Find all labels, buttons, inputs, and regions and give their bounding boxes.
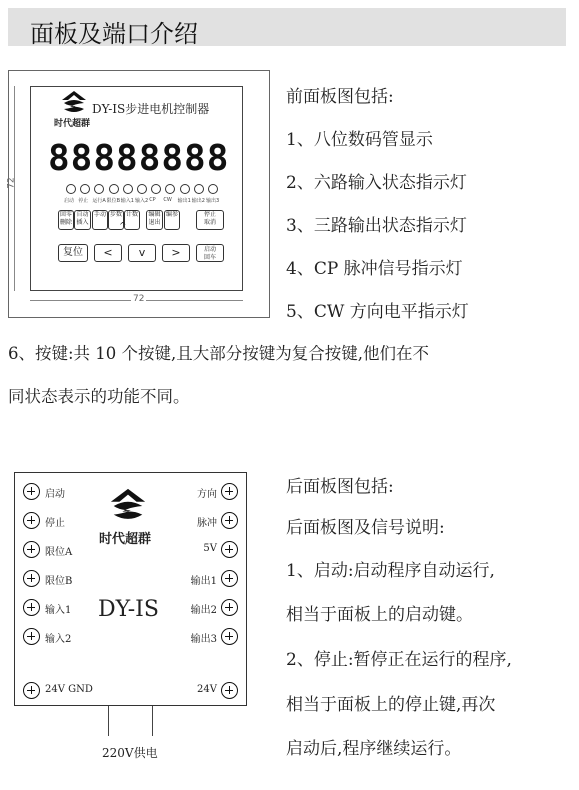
- key-top-label: 编辑: [148, 211, 161, 218]
- terminal-screw-icon: [23, 512, 40, 529]
- right-terminal-label: 方向: [197, 489, 217, 500]
- key-top-label: 计数: [125, 211, 138, 218]
- function-key[interactable]: [74, 210, 91, 230]
- seven-segment-display: 88888888: [48, 138, 230, 179]
- start-enter-key[interactable]: [196, 244, 224, 262]
- front-desc-item-5: 5、CW 方向电平指示灯: [286, 302, 469, 322]
- function-key[interactable]: [196, 210, 224, 230]
- led-label: 运行A: [92, 198, 106, 204]
- front-model-title: DY-IS步进电机控制器: [92, 102, 210, 116]
- key-bottom-label: 删除: [59, 219, 72, 226]
- rear-desc-heading: 后面板图包括:: [286, 477, 394, 497]
- terminal-screw-icon: [23, 483, 40, 500]
- section-header-band: [8, 8, 566, 46]
- right-terminal-label: 脉冲: [197, 518, 217, 529]
- right-arrow-key[interactable]: >: [162, 244, 190, 262]
- right-terminal-label: 24V: [197, 684, 217, 695]
- front-desc-item-3: 3、三路输出状态指示灯: [286, 216, 467, 236]
- right-terminal-label: 输出1: [190, 576, 217, 587]
- left-terminal-label: 启动: [45, 489, 65, 500]
- reset-key[interactable]: 复位: [58, 244, 88, 262]
- height-dimension-label: 72: [6, 177, 17, 189]
- right-terminal-label: 输出3: [190, 634, 217, 645]
- terminal-screw-icon: [221, 599, 238, 616]
- terminal-screw-icon: [23, 599, 40, 616]
- front-desc-item-2: 2、六路输入状态指示灯: [286, 173, 467, 193]
- function-key[interactable]: [146, 210, 163, 230]
- terminal-screw-icon: [221, 483, 238, 500]
- led-indicator: [137, 184, 147, 194]
- led-label: 输出3: [206, 198, 220, 204]
- led-label: 启动: [64, 198, 75, 204]
- rear-desc-line-2: 相当于面板上的启动键。: [286, 605, 473, 625]
- right-terminal-label: 5V: [203, 543, 217, 554]
- function-key[interactable]: [58, 210, 74, 230]
- terminal-screw-icon: [23, 628, 40, 645]
- key-top-label: 手动: [93, 211, 106, 218]
- led-label: CP: [149, 197, 156, 203]
- power-wire-right: [152, 706, 153, 736]
- key-bottom-label: 退出: [148, 219, 161, 226]
- start-key-label: 启动: [203, 246, 216, 253]
- led-label: 输入2: [135, 198, 149, 204]
- enter-key-label: 回车: [203, 254, 216, 261]
- led-label: 输出1: [177, 198, 191, 204]
- width-dimension-label: 72: [133, 294, 145, 304]
- front-desc-item-6-line-2: 同状态表示的功能不同。: [8, 387, 190, 406]
- front-desc-item-4: 4、CP 脉冲信号指示灯: [286, 259, 463, 279]
- rear-desc-subtitle: 后面板图及信号说明:: [286, 518, 445, 538]
- rear-brand-name: 时代超群: [99, 532, 152, 547]
- led-indicator: [109, 184, 119, 194]
- led-indicator: [194, 184, 204, 194]
- left-terminal-label: 限位B: [45, 576, 73, 587]
- led-indicator: [180, 184, 190, 194]
- section-title: 面板及端口介绍: [30, 20, 198, 48]
- terminal-screw-icon: [221, 570, 238, 587]
- brand-logo-icon: [60, 90, 88, 116]
- front-desc-item-6-line-1: 6、按键:共 10 个按键,且大部分按键为复合按键,他们在不: [8, 344, 430, 363]
- terminal-screw-icon: [23, 682, 40, 699]
- function-key[interactable]: [164, 210, 180, 230]
- left-terminal-label: 停止: [45, 518, 65, 529]
- power-supply-label: 220V供电: [102, 746, 158, 760]
- left-terminal-label: 输入1: [45, 605, 72, 616]
- led-indicator: [123, 184, 133, 194]
- key-bottom-label: 插入: [76, 219, 89, 226]
- front-desc-heading: 前面板图包括:: [286, 87, 394, 107]
- terminal-screw-icon: [221, 541, 238, 558]
- terminal-screw-icon: [23, 541, 40, 558]
- function-key[interactable]: [92, 210, 108, 230]
- rear-desc-line-3: 2、停止:暂停正在运行的程序,: [286, 650, 512, 670]
- down-arrow-key[interactable]: v: [128, 244, 156, 262]
- led-indicator: [66, 184, 76, 194]
- key-top-label: 自动: [76, 211, 89, 218]
- rear-brand-logo-icon: [108, 487, 148, 525]
- terminal-screw-icon: [221, 682, 238, 699]
- terminal-screw-icon: [221, 628, 238, 645]
- led-indicator: [208, 184, 218, 194]
- key-bottom-label: 取消: [203, 219, 216, 226]
- left-terminal-label: 限位A: [45, 547, 73, 558]
- power-wire-left: [108, 706, 109, 736]
- right-terminal-label: 输出2: [190, 605, 217, 616]
- rear-desc-line-1: 1、启动:启动程序自动运行,: [286, 561, 495, 581]
- led-label: 限位B: [106, 198, 121, 204]
- left-arrow-key[interactable]: <: [94, 244, 122, 262]
- up-arrow-icon: ^: [119, 222, 127, 232]
- led-label: 停止: [78, 198, 89, 204]
- front-brand-name: 时代超群: [54, 119, 91, 129]
- key-top-label: 步数: [109, 211, 122, 218]
- front-desc-item-1: 1、八位数码管显示: [286, 130, 433, 150]
- rear-desc-line-5: 启动后,程序继续运行。: [286, 739, 462, 759]
- left-terminal-label: 输入2: [45, 634, 72, 645]
- rear-model-label: DY-IS: [98, 597, 159, 622]
- key-top-label: 编参: [165, 211, 178, 218]
- led-label: CW: [163, 197, 172, 203]
- terminal-screw-icon: [23, 570, 40, 587]
- terminal-screw-icon: [221, 512, 238, 529]
- key-top-label: 回零: [59, 211, 72, 218]
- led-label: 输入1: [120, 198, 134, 204]
- rear-desc-line-4: 相当于面板上的停止键,再次: [286, 695, 496, 715]
- led-label: 输出2: [191, 198, 205, 204]
- left-terminal-label: 24V GND: [45, 684, 93, 695]
- key-top-label: 停止: [203, 211, 216, 218]
